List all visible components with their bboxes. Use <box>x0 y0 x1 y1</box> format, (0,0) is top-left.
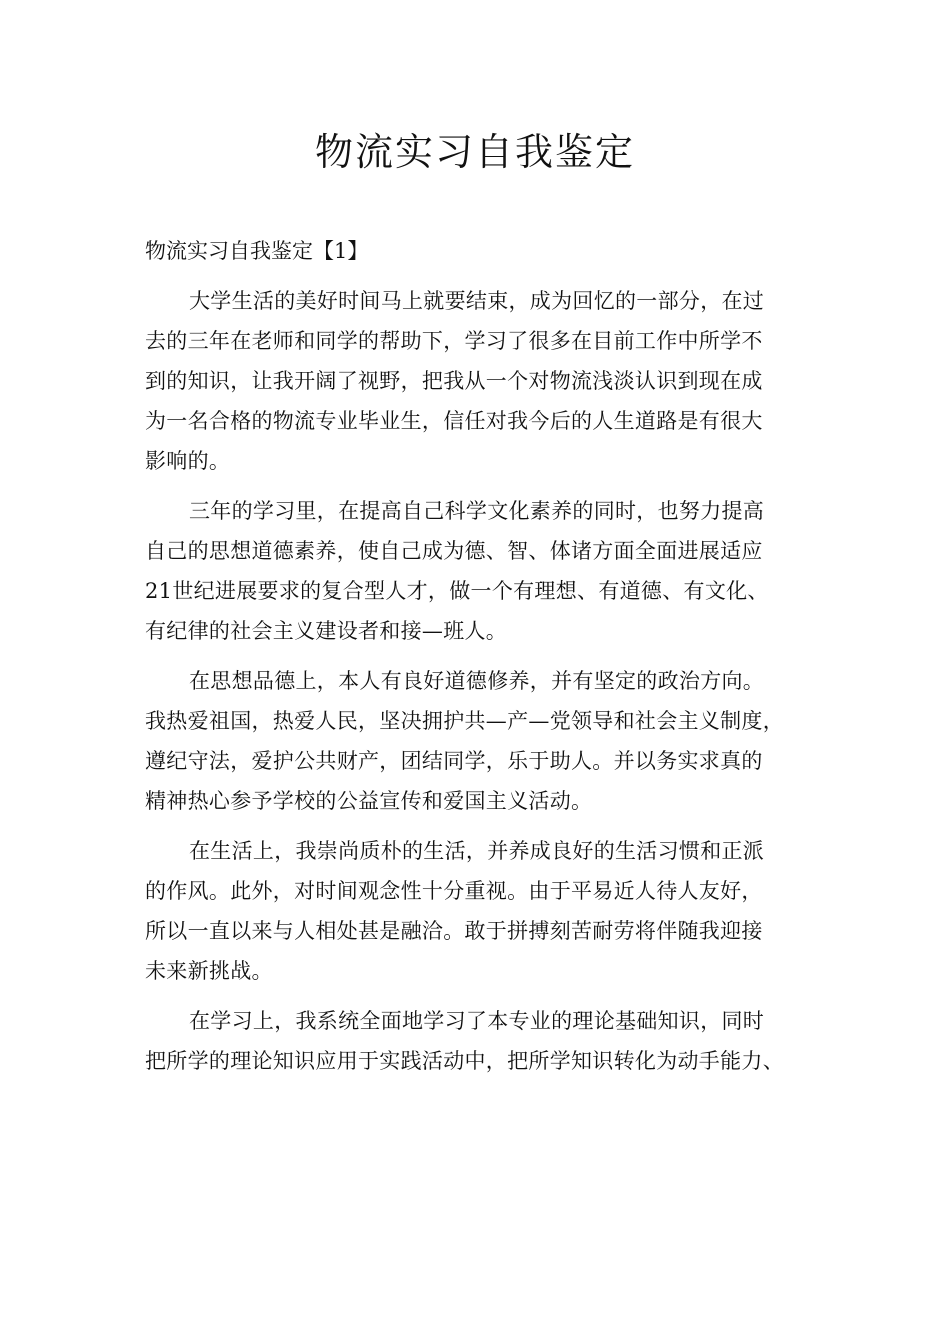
paragraph-line: 大学生活的美好时间马上就要结束，成为回忆的一部分，在过 <box>189 289 765 313</box>
paragraph-line: 的作风。此外，对时间观念性十分重视。由于平易近人待人友好， <box>145 879 763 903</box>
spacer <box>145 481 805 491</box>
paragraph-1 <box>145 281 805 481</box>
paragraph-line: 影响的。 <box>145 449 231 473</box>
paragraph-line: 遵纪守法，爱护公共财产，团结同学，乐于助人。并以务实求真的 <box>145 749 763 773</box>
spacer <box>145 271 805 281</box>
paragraph-line: 未来新挑战。 <box>145 959 273 983</box>
spacer <box>145 821 805 831</box>
spacer <box>145 991 805 1001</box>
paragraph-line: 自己的思想道德素养，使自己成为德、智、体诸方面全面进展适应 <box>145 539 763 563</box>
paragraph-line: 在生活上，我崇尚质朴的生活，并养成良好的生活习惯和正派 <box>189 839 765 863</box>
paragraph-3 <box>145 661 805 821</box>
paragraph-line: 所以一直以来与人相处甚是融洽。敢于拼搏刻苦耐劳将伴随我迎接 <box>145 919 763 943</box>
paragraph-4 <box>145 831 805 991</box>
paragraph-line: 我热爱祖国，热爱人民，坚决拥护共—产—党领导和社会主义制度， <box>145 709 784 733</box>
paragraph-line: 有纪律的社会主义建设者和接—班人。 <box>145 619 508 643</box>
paragraph-line: 到的知识，让我开阔了视野，把我从一个对物流浅淡认识到现在成 <box>145 369 763 393</box>
spacer <box>145 651 805 661</box>
paragraph-line: 21世纪进展要求的复合型人才，做一个有理想、有道德、有文化、 <box>145 579 769 603</box>
paragraph-5 <box>145 1001 805 1081</box>
paragraph-line: 三年的学习里，在提高自己科学文化素养的同时，也努力提高 <box>189 499 765 523</box>
paragraph-line: 把所学的理论知识应用于实践活动中，把所学知识转化为动手能力、 <box>145 1049 784 1073</box>
paragraph-line: 去的三年在老师和同学的帮助下，学习了很多在目前工作中所学不 <box>145 329 763 353</box>
paragraph-line: 精神热心参予学校的公益宣传和爱国主义活动。 <box>145 789 593 813</box>
document-title: 物流实习自我鉴定 <box>314 130 635 174</box>
paragraph-line: 为一名合格的物流专业毕业生，信任对我今后的人生道路是有很大 <box>145 409 763 433</box>
paragraph-line: 在学习上，我系统全面地学习了本专业的理论基础知识，同时 <box>189 1009 765 1033</box>
paragraph-2 <box>145 491 805 651</box>
document-body <box>145 231 805 1081</box>
paragraph-line: 在思想品德上，本人有良好道德修养，并有坚定的政治方向。 <box>189 669 765 693</box>
section-heading: 物流实习自我鉴定【1】 <box>145 239 369 263</box>
